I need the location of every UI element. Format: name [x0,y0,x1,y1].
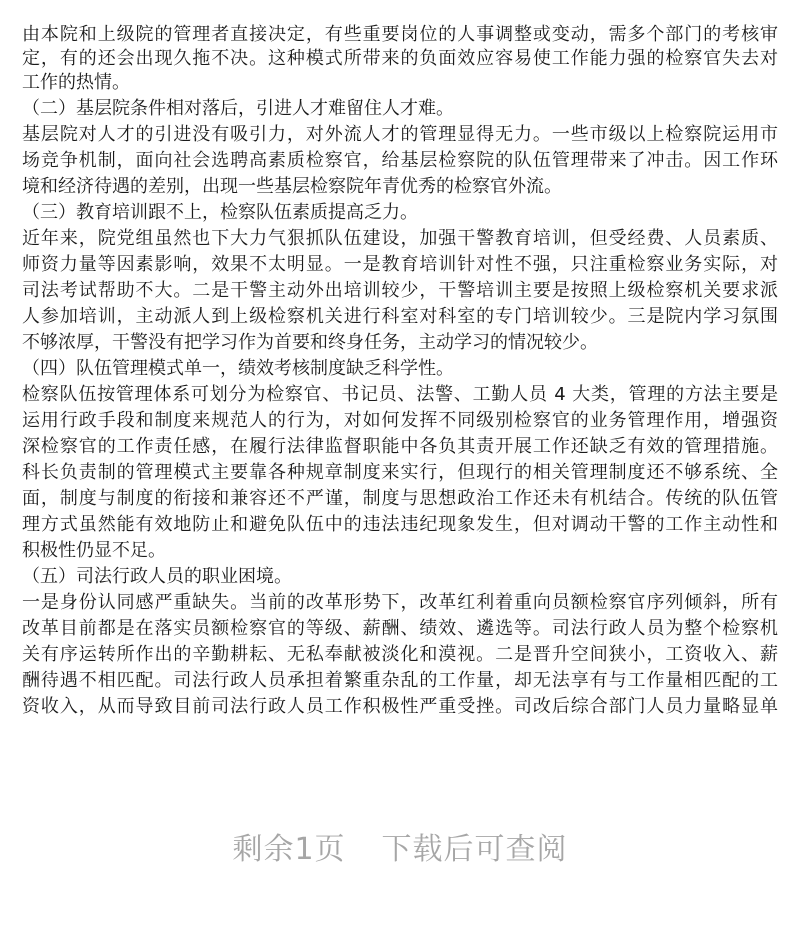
text-line: 不够浓厚，干警没有把学习作为首要和终身任务，主动学习的情况较少。 [22,332,598,353]
section-heading: （三）教育培训跟不上，检察队伍素质提高乏力。 [22,202,418,223]
download-prompt[interactable] [0,826,800,874]
text-line: 改革目前都是在落实员额检察官的等级、薪酬、绩效、遴选等。司法行政人员为整个检察机 [22,618,778,639]
text-line: 科长负责制的管理模式主要靠各种规章制度来实行，但现行的相关管理制度还不够系统、全 [22,462,778,483]
text-line: 人参加培训，主动派人到上级检察机关进行科室对科室的专门培训较少。三是院内学习氛围 [22,306,778,327]
text-line: 运用行政手段和制度来规范人的行为，对如何发挥不同级别检察官的业务管理作用，增强资 [22,410,778,431]
text-line: 资收入，从而导致目前司法行政人员工作积极性严重受挫。司改后综合部门人员力量略显单 [22,696,778,717]
text-line: 司法考试帮助不大。二是干警主动外出培训较少，干警培训主要是按照上级检察机关要求派 [22,280,778,301]
section-heading: （二）基层院条件相对落后，引进人才难留住人才难。 [22,98,454,119]
download-to-view-label: 下载后可查阅 [381,832,568,867]
text-line: 酬待遇不相匹配。司法行政人员承担着繁重杂乱的工作量，却无法享有与工作量相匹配的工 [22,670,778,691]
text-line: 师资力量等因素影响，效果不太明显。一是教育培训针对性不强，只注重检察业务实际，对 [22,254,778,275]
text-line: 定，有的还会出现久拖不决。这种模式所带来的负面效应容易使工作能力强的检察官失去对 [22,48,778,69]
text-line: 基层院对人才的引进没有吸引力，对外流人才的管理显得无力。一些市级以上检察院运用市 [22,124,778,145]
text-line: 面，制度与制度的衔接和兼容还不严谨，制度与思想政治工作还未有机结合。传统的队伍管 [22,488,778,509]
text-line: 一是身份认同感严重缺失。当前的改革形势下，改革红利着重向员额检察官序列倾斜，所有 [22,592,778,613]
text-line: 境和经济待遇的差别，出现一些基层检察院年青优秀的检察官外流。 [22,176,562,197]
text-line: 场竞争机制，面向社会选聘高素质检察官，给基层检察院的队伍管理带来了冲击。因工作环 [22,150,778,171]
text-line: 由本院和上级院的管理者直接决定，有些重要岗位的人事调整或变动，需多个部门的考核审 [22,24,778,45]
section-heading: （五）司法行政人员的职业困境。 [22,566,292,587]
text-line: 关有序运转所作出的辛勤耕耘、无私奉献被淡化和漠视。二是晋升空间狭小，工资收入、薪 [22,644,778,665]
remaining-pages-label: 剩余1页 [232,832,346,867]
text-line: 工作的热情。 [22,72,130,93]
text-line: 积极性仍显不足。 [22,540,166,561]
text-line: 近年来，院党组虽然也下大力气狠抓队伍建设，加强干警教育培训，但受经费、人员素质、 [22,228,778,249]
text-line: 理方式虽然能有效地防止和避免队伍中的违法违纪现象发生，但对调动干警的工作主动性和 [22,514,778,535]
text-line: 深检察官的工作责任感，在履行法律监督职能中各负其责开展工作还缺乏有效的管理措施。 [22,436,778,457]
text-line: 检察队伍按管理体系可划分为检察官、书记员、法警、工勤人员 4 大类，管理的方法主要是 [22,384,778,405]
section-heading: （四）队伍管理模式单一，绩效考核制度缺乏科学性。 [22,358,454,379]
